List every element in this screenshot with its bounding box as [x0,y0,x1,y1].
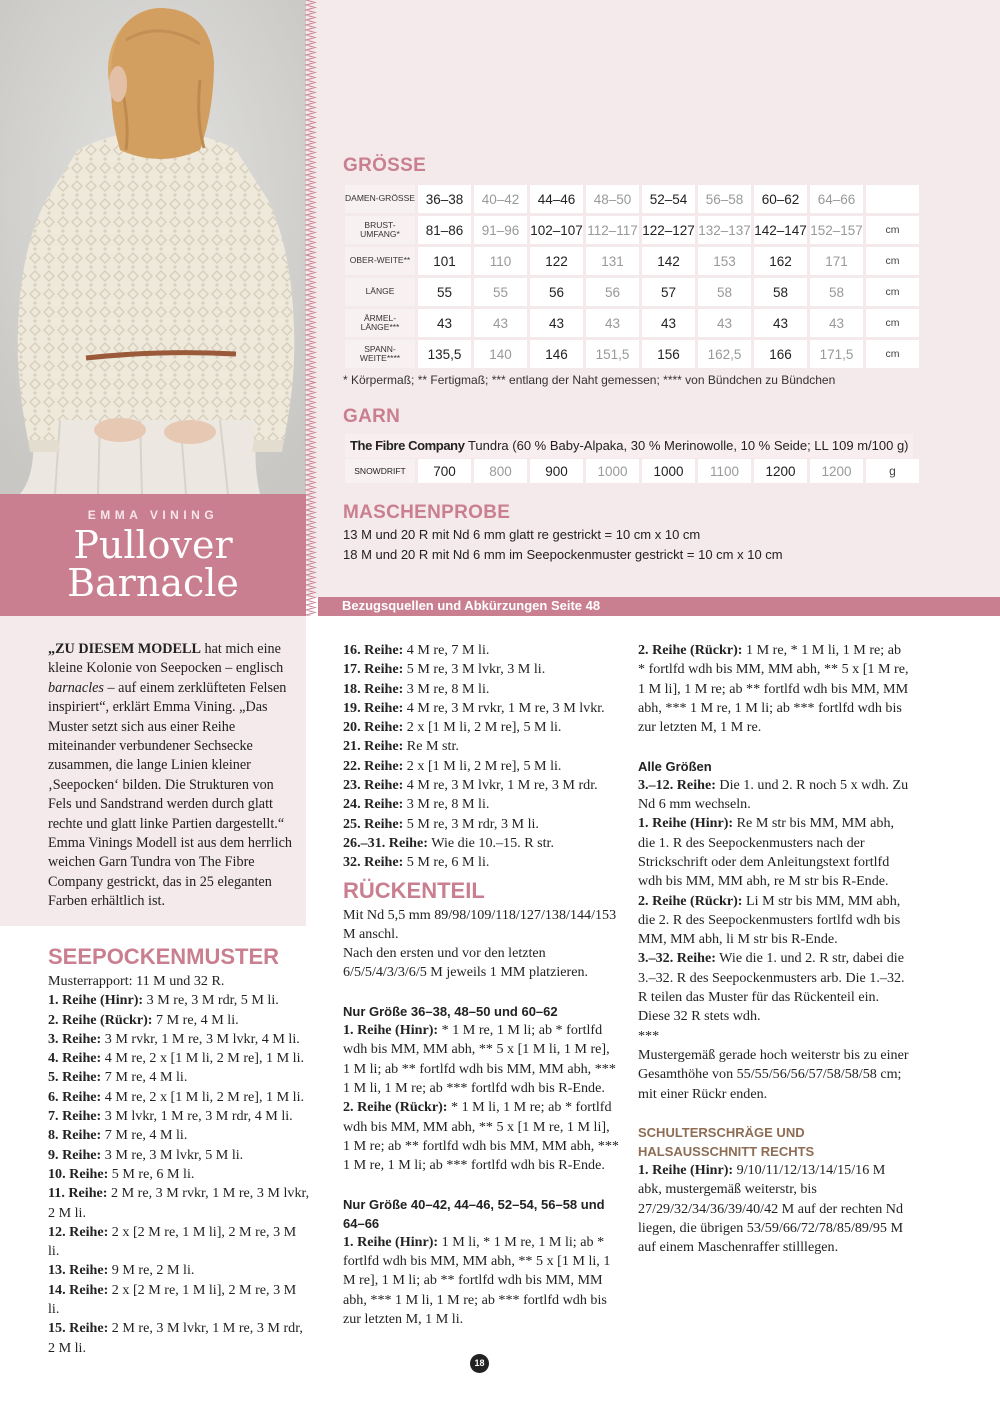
pattern-row-text: 2 x [2 M re, 1 M li], 2 M re, 3 M li. [48,1281,297,1318]
size-cell: 58 [810,278,863,306]
size-cell: 162,5 [698,340,751,368]
gauge-line-1: 13 M und 20 R mit Nd 6 mm glatt re gestrickt = 10 cm x 10 cm [343,527,701,542]
intro-part-2: – auf einem zerklüfteten Felsen inspiriert“, erklärt Emma Vining. „Das Muster setzt sich aus einer Reihe miteinander verbundener Sechsecke zusammen, die lange Linien kleiner ‚Seepocken‘ bilden. Die Strukturen von Fels und Sandstrand werden durch glatt rechte und glatt linke Partien dargestellt.“ Emma Vinings Modell ist aus dem herrlich weichen Garn Tundra von The Fibre Company gestrickt, das in 25 eleganten Farben erhältlich ist. [48,679,292,910]
back-cast-on: Mit Nd 5,5 mm 89/98/109/118/127/138/144/153 M anschl. [343,906,617,942]
intro-text [48,640,300,912]
model-photo [0,0,306,494]
size-row-label: BRUST-UMFANG* [345,216,415,244]
yarn-amount: 1000 [586,459,639,483]
size-cell: 48–50 [586,185,639,213]
pattern-row-label: 26.–31. Reihe: [343,834,428,851]
pattern-row-label: 14. Reihe: [48,1281,109,1298]
pattern-row-label: 10. Reihe: [48,1165,109,1182]
group-2-row-1: 1. Reihe (Hinr): 1 M li, * 1 M re, 1 M li; ab * fortlfd wdh bis MM, MM abh, ** 5 x [1 M li, 1 M re], 1 M li; ab ** fortlfd wdh bis MM, MM abh, *** 1 M li, 1 M re; ab *** fortlfd wdh bis zur letzten M, 1 M li. [343,1233,611,1327]
repeat-note: Diese 32 R stets wdh. [638,1008,761,1025]
pattern-row-label: 20. Reihe: [343,719,404,736]
size-cell: 102–107 [530,216,583,244]
pattern-title [0,523,306,605]
size-cell: 57 [642,278,695,306]
size-cell: 152–157 [810,216,863,244]
sources-bar [318,597,1000,616]
pattern-row-text: 3 M re, 3 M rdr, 5 M li. [143,992,279,1009]
pattern-row-text: 3 M re, 8 M li. [403,680,490,697]
pattern-row [48,991,310,1010]
size-cell: 101 [418,247,471,275]
pattern-row-text: 5 M re, 3 M lvkr, 3 M li. [403,661,546,678]
pattern-row-text: 4 M re, 7 M li. [403,642,490,658]
size-row [345,340,919,368]
shoulder-heading-1: SCHULTERSCHRÄGE UND [638,1125,805,1141]
pattern-row-label: 32. Reihe: [343,854,404,871]
pattern-row-label: 4. Reihe: [48,1050,102,1067]
size-heading: GRÖSSE [343,155,427,176]
pattern-repeat: Musterrapport: 11 M und 32 R. [48,973,225,989]
yarn-description [345,434,913,458]
pattern-row-label: 23. Reihe: [343,777,404,794]
pattern-row-text: 5 M re, 3 M rdr, 3 M li. [403,815,539,832]
group-1-row-1: 1. Reihe (Hinr): * 1 M re, 1 M li; ab * fortlfd wdh bis MM, MM abh, ** 5 x [1 M li, 1 M re], 1 M li; ab ** fortlfd wdh bis MM, MM abh, *** 1 M li, 1 M re; ab *** fortlfd wdh bis R-Ende. [343,1022,616,1096]
size-cell: 43 [698,309,751,337]
yarn-amount: 1200 [754,459,807,483]
pattern-row [48,1030,310,1049]
pattern-row-label: 21. Reihe: [343,738,404,755]
size-unit: cm [866,247,919,275]
size-cell: 36–38 [418,185,471,213]
group-1-row-2: 2. Reihe (Rückr): * 1 M li, 1 M re; ab * fortlfd wdh bis MM, MM abh, ** 5 x [1 M re, 1 M li], 1 M re; ab ** fortlfd wdh bis MM, MM abh, *** 1 M re, 1 M li; ab *** fortlfd wdh bis R-Ende. [343,1099,619,1174]
yarn-brand: The Fibre Company [350,438,465,453]
pattern-row-text: 4 M re, 3 M lvkr, 1 M re, 3 M rdr. [403,777,598,794]
pattern-row-label: 19. Reihe: [343,699,404,716]
pattern-row-text: 7 M re, 4 M li. [101,1127,188,1144]
gauge-line-2: 18 M und 20 R mit Nd 6 mm im Seepockenmuster gestrickt = 10 cm x 10 cm [343,547,783,562]
pattern-row-label: 15. Reihe: [48,1320,109,1337]
pattern-row-text: 9 M re, 2 M li. [108,1262,195,1279]
size-cell: 153 [698,247,751,275]
designer-name: EMMA VINING [87,508,219,522]
yarn-unit: g [866,459,919,483]
pattern-row-text: 3 M lvkr, 1 M re, 3 M rdr, 4 M li. [101,1108,293,1125]
pattern-row-label: 2. Reihe (Rückr): [48,1011,153,1028]
sources-text: Bezugsquellen und Abkürzungen Seite 48 [342,598,601,613]
size-cell: 43 [586,309,639,337]
pattern-row [48,1126,310,1145]
pattern-row-text: 3 M rvkr, 1 M re, 3 M lvkr, 4 M li. [101,1030,300,1047]
intro-italic: barnacles [48,679,104,696]
size-cell: 162 [754,247,807,275]
pattern-row-label: 17. Reihe: [343,661,404,678]
pattern-row-text: 2 x [1 M li, 2 M re], 5 M li. [403,757,562,774]
pattern-row-label: 3. Reihe: [48,1030,102,1047]
shoulder-heading-2: HALSAUSSCHNITT RECHTS [638,1144,815,1160]
size-footnote: * Körpermaß; ** Fertigmaß; *** entlang der Naht gemessen; **** von Bündchen zu Bündchen [343,373,836,387]
size-unit: cm [866,216,919,244]
pattern-row-text: 2 x [2 M re, 1 M li], 2 M re, 3 M li. [48,1223,297,1260]
pattern-row-label: 22. Reihe: [343,757,404,774]
column-1 [48,944,310,1358]
title-line-2: Barnacle [67,561,239,605]
size-cell: 81–86 [418,216,471,244]
size-cell: 156 [642,340,695,368]
size-cell: 43 [418,309,471,337]
size-row-label: DAMEN-GRÖSSE [345,185,415,213]
pattern-row [343,795,620,814]
pattern-row [343,853,620,872]
pattern-row [48,1319,310,1358]
pattern-row [48,1261,310,1280]
size-cell: 132–137 [698,216,751,244]
pattern-rows-a [48,991,310,1358]
pattern-row-label: 18. Reihe: [343,680,404,697]
size-unit [866,185,919,213]
pattern-row [343,737,620,756]
pattern-row-text: Wie die 10.–15. R str. [427,834,554,851]
all-row-3-12: 3.–12. Reihe: Die 1. und 2. R noch 5 x wdh. Zu Nd 6 mm wechseln. [638,776,909,813]
size-cell: 146 [530,340,583,368]
yarn-heading: GARN [343,406,401,427]
yarn-details: Tundra (60 % Baby-Alpaka, 30 % Merinowolle, 10 % Seide; LL 109 m/100 g) [464,438,909,453]
size-cell: 151,5 [586,340,639,368]
sizes-group-2-heading: Nur Größe 40–42, 44–46, 52–54, 56–58 und 64–66 [343,1196,605,1231]
size-cell: 122–127 [642,216,695,244]
zigzag-edge [304,0,318,616]
pattern-row [343,757,620,776]
pattern-row [343,660,620,679]
size-row [345,309,919,337]
pattern-row-label: 12. Reihe: [48,1223,109,1240]
pattern-row-label: 8. Reihe: [48,1127,102,1144]
size-cell: 171,5 [810,340,863,368]
pattern-row-text: 2 M re, 3 M lvkr, 1 M re, 3 M rdr, 2 M li. [48,1320,303,1356]
yarn-amount: 1000 [642,459,695,483]
yarn-table [342,456,922,486]
size-row [345,216,919,244]
pattern-row-text: 4 M re, 3 M rvkr, 1 M re, 3 M lvkr. [403,699,605,716]
pattern-row [343,815,620,834]
pattern-row [48,1146,310,1165]
size-row-label: LÄNGE [345,278,415,306]
shoulder-row-1: 1. Reihe (Hinr): 9/10/11/12/13/14/15/16 M abk, mustergemäß weiterstr, bis 27/29/32/34/36/39/40/42 M auf der rechten Nd liegen, die übrigen 53/59/66/72/78/85/89/95 M auf einem Maschenraffer stilllegen. [638,1162,904,1256]
size-cell: 140 [474,340,527,368]
yarn-amount: 700 [418,459,471,483]
pattern-row-text: 7 M re, 4 M li. [152,1011,239,1028]
pattern-row-label: 11. Reihe: [48,1185,108,1202]
size-cell: 55 [474,278,527,306]
size-cell: 58 [754,278,807,306]
pattern-row-text: 3 M re, 8 M li. [403,796,490,813]
pattern-row [48,1088,310,1107]
size-unit: cm [866,340,919,368]
all-row-1: 1. Reihe (Hinr): Re M str bis MM, MM abh, die 1. R des Seepockenmusters nach der Strickschrift oder dem Anleitungstext fortlfd wdh bis MM, MM abh, re M str bis R-Ende. [638,815,895,890]
pattern-row-text: 3 M re, 3 M lvkr, 5 M li. [101,1146,244,1163]
yarn-amount: 800 [474,459,527,483]
size-cell: 142 [642,247,695,275]
pattern-row-label: 13. Reihe: [48,1262,109,1279]
back-heading: RÜCKENTEIL [343,877,485,903]
sizes-group-1-heading: Nur Größe 36–38, 48–50 und 60–62 [343,1004,558,1020]
pattern-row-label: 1. Reihe (Hinr): [48,992,144,1009]
size-cell: 43 [754,309,807,337]
yarn-amount: 1100 [698,459,751,483]
size-row [345,278,919,306]
size-cell: 166 [754,340,807,368]
size-cell: 55 [418,278,471,306]
pattern-row [343,834,620,853]
yarn-row [345,459,919,483]
pattern-row [48,1223,310,1262]
size-cell: 40–42 [474,185,527,213]
pattern-row [48,1165,310,1184]
back-markers: Nach den ersten und vor den letzten 6/5/5/4/3/3/6/5 M jeweils 1 MM platzieren. [343,945,589,981]
pattern-row [343,680,620,699]
intro-part-1: hat mich eine kleine Kolonie von Seepocken – englisch [48,641,284,677]
pattern-row [343,641,620,660]
size-cell: 122 [530,247,583,275]
pattern-row-text: 4 M re, 2 x [1 M li, 2 M re], 1 M li. [101,1088,305,1105]
size-cell: 131 [586,247,639,275]
yarn-amount: 900 [530,459,583,483]
pattern-rows-b [343,641,620,873]
size-cell: 56 [530,278,583,306]
page-number: 18 [470,1354,489,1373]
pattern-row [343,699,620,718]
pattern-row [48,1184,310,1223]
pattern-row [343,776,620,795]
pattern-row-label: 6. Reihe: [48,1088,102,1105]
pattern-row [48,1049,310,1068]
yarn-color-label: SNOWDRIFT [345,459,415,483]
pattern-row-text: 2 x [1 M li, 2 M re], 5 M li. [403,719,562,736]
size-cell: 142–147 [754,216,807,244]
size-cell: 43 [810,309,863,337]
pattern-row-label: 24. Reihe: [343,796,404,813]
size-unit: cm [866,309,919,337]
title-line-1: Pullover [73,523,233,567]
size-cell: 44–46 [530,185,583,213]
size-cell: 56–58 [698,185,751,213]
pattern-row [48,1011,310,1030]
size-row [345,247,919,275]
pattern-row [48,1107,310,1126]
size-cell: 43 [530,309,583,337]
all-sizes-heading: Alle Größen [638,758,712,774]
pattern-row [48,1281,310,1320]
pattern-row-label: 7. Reihe: [48,1108,102,1125]
size-row-label: SPANN-WEITE**** [345,340,415,368]
size-cell: 112–117 [586,216,639,244]
pattern-row-text: Re M str. [403,738,459,755]
size-row-label: OBER-WEITE** [345,247,415,275]
pattern-row-label: 5. Reihe: [48,1069,102,1086]
pattern-row-text: 4 M re, 2 x [1 M li, 2 M re], 1 M li. [101,1050,305,1067]
size-cell: 135,5 [418,340,471,368]
size-cell: 58 [698,278,751,306]
pattern-row-text: 2 M re, 3 M rvkr, 1 M re, 3 M lvkr, 2 M li. [48,1185,310,1221]
pattern-heading: SEEPOCKENMUSTER [48,944,280,969]
all-row-3-32: 3.–32. Reihe: Wie die 1. und 2. R str, dabei die 3.–32. R des Seepockenmusters arb. Die 1.–32. R teilen das Muster für das Rückenteil ein. [638,950,905,1006]
size-cell: 64–66 [810,185,863,213]
size-table [342,182,922,371]
continue-note: Mustergemäß gerade hoch weiterstr bis zu einer Gesamthöhe von 55/55/56/56/57/58/58/58 cm; mit einer Rückr enden. [638,1046,909,1102]
gauge-heading: MASCHENPROBE [343,502,511,523]
size-cell: 110 [474,247,527,275]
pattern-row-text: 7 M re, 4 M li. [101,1069,188,1086]
pattern-row-text: 5 M re, 6 M li. [108,1165,195,1182]
all-row-2: 2. Reihe (Rückr): Li M str bis MM, MM abh, die 2. R des Seepockenmusters fortlfd wdh bis MM, MM abh, li M str bis R-Ende. [638,892,901,948]
size-row [345,185,919,213]
intro-lead: „ZU DIESEM MODELL [48,641,201,657]
size-row-label: ÄRMEL-LÄNGE*** [345,309,415,337]
pattern-row-label: 25. Reihe: [343,815,404,832]
size-cell: 43 [642,309,695,337]
column-3 [638,641,910,1258]
separator-stars: *** [638,1027,660,1044]
pattern-row-label: 9. Reihe: [48,1146,102,1163]
size-cell: 52–54 [642,185,695,213]
size-cell: 43 [474,309,527,337]
yarn-amount: 1200 [810,459,863,483]
pattern-row-label: 16. Reihe: [343,642,404,658]
size-cell: 171 [810,247,863,275]
group-2-row-2: 2. Reihe (Rückr): 1 M re, * 1 M li, 1 M re; ab * fortlfd wdh bis MM, MM abh, ** 5 x [1 M re, 1 M li], 1 M re; ab ** fortlfd wdh bis MM, MM abh, *** 1 M re, 1 M li; ab *** fortlfd wdh bis zur letzten M, 1 M re. [638,642,909,736]
pattern-row-text: 5 M re, 6 M li. [403,854,490,871]
size-cell: 91–96 [474,216,527,244]
column-2 [343,641,620,1329]
pattern-row [343,718,620,737]
pattern-row [48,1068,310,1087]
size-cell: 56 [586,278,639,306]
size-unit: cm [866,278,919,306]
size-cell: 60–62 [754,185,807,213]
